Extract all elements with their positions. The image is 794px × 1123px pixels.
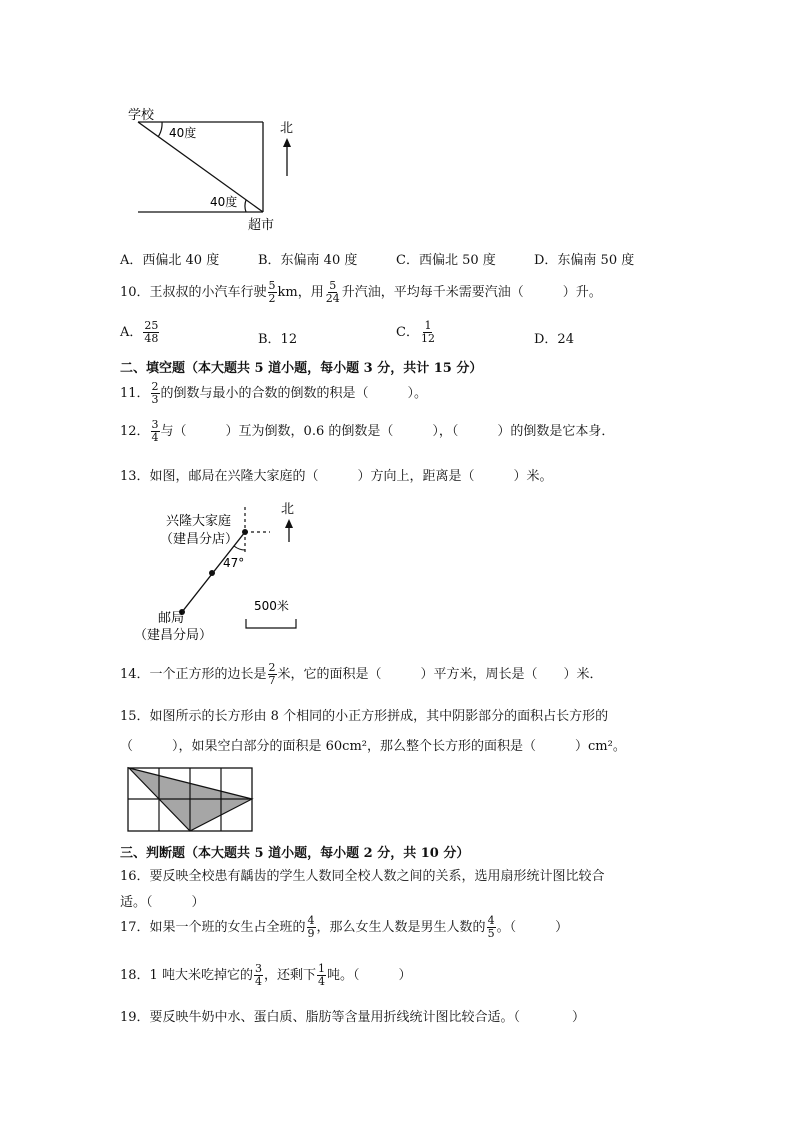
north-label: 北 [280, 121, 294, 136]
north-label: 北 [281, 502, 295, 517]
angle-top-label: 40度 [169, 126, 197, 140]
q10-option-c: C． $\frac{1}{12}$ [396, 319, 435, 345]
question-15-line-1: 15．如图所示的长方形由 8 个相同的小正方形拼成，其中阴影部分的面积占长方形的 [120, 709, 609, 724]
question-12: 12． $\frac{3}{4}$ 与（ ）互为倒数，0.6 的倒数是（ ），（ ）的倒数是它本身． [120, 418, 615, 444]
q9-option-c: C．西偏北 50 度 [396, 253, 496, 268]
q9-option-d: D．东偏南 50 度 [534, 253, 635, 268]
figure-post-office [130, 495, 320, 645]
fraction: $\frac{5}{24}$ [325, 279, 340, 305]
scale-label: 500米 [254, 599, 289, 613]
q9-option-a: A．西偏北 40 度 [120, 253, 220, 268]
figure-school-market [120, 100, 320, 235]
question-18: 18．1 吨大米吃掉它的 $\frac{3}{4}$ ，还剩下 $\frac{1}{4}$ 吨。（ ） [120, 962, 412, 988]
question-16-line-1: 16．要反映全校患有龋齿的学生人数同全校人数之间的关系，选用扇形统计图比较合 [120, 869, 605, 884]
office-label-1: 邮局 [158, 611, 185, 626]
home-label-2: （建昌分店） [160, 532, 239, 547]
office-label-2: （建昌分局） [134, 628, 213, 643]
question-11: 11． $\frac{2}{3}$ 的倒数与最小的合数的倒数的积是（ ）。 [120, 380, 428, 406]
north-arrow-icon [283, 138, 291, 147]
q10-option-d: D．24 [534, 332, 574, 347]
angle-bottom-label: 40度 [210, 195, 238, 209]
fraction: $\frac{5}{2}$ [268, 279, 276, 305]
market-label: 超市 [248, 218, 275, 233]
angle-arc-top [158, 122, 162, 137]
scale-bar [246, 619, 296, 628]
question-14: 14．一个正方形的边长是 $\frac{2}{7}$ 米，它的面积是（ ）平方米，周长是（ ）米． [120, 661, 603, 687]
question-10: 10．王叔叔的小汽车行驶 $\frac{5}{2}$ km，用 $\frac{5}{24}$ 升汽油，平均每千米需要汽油（ ）升。 [120, 279, 602, 305]
question-19: 19．要反映牛奶中水、蛋白质、脂肪等含量用折线统计图比较合适。（ ） [120, 1010, 586, 1025]
question-17: 17．如果一个班的女生占全班的 $\frac{4}{9}$ ，那么女生人数是男生人数的 $\frac{4}{5}$ 。（ ） [120, 914, 569, 940]
mid-point [209, 570, 215, 576]
question-16-line-2: 适。（ ） [120, 895, 205, 910]
question-13: 13．如图，邮局在兴隆大家庭的（ ）方向上，距离是（ ）米。 [120, 469, 553, 484]
home-point [242, 529, 248, 535]
q10-option-a: A． $\frac{25}{48}$ [120, 319, 159, 345]
home-label-1: 兴隆大家庭 [166, 514, 232, 529]
triangle-hypotenuse [138, 122, 263, 212]
school-label: 学校 [128, 108, 155, 123]
angle-arc-bottom [245, 200, 246, 212]
section-2-heading: 二、填空题（本大题共 5 道小题，每小题 3 分，共计 15 分） [120, 361, 483, 376]
question-15-line-2: （ ），如果空白部分的面积是 60cm²，那么整个长方形的面积是（ ）cm²。 [120, 739, 626, 754]
section-3-heading: 三、判断题（本大题共 5 道小题，每小题 2 分，共 10 分） [120, 846, 470, 861]
q9-option-b: B．东偏南 40 度 [258, 253, 358, 268]
q10-option-b: B．12 [258, 332, 298, 347]
figure-grid-rectangle [126, 766, 256, 834]
north-arrow-icon [285, 519, 293, 528]
angle-label: 47° [223, 556, 245, 570]
